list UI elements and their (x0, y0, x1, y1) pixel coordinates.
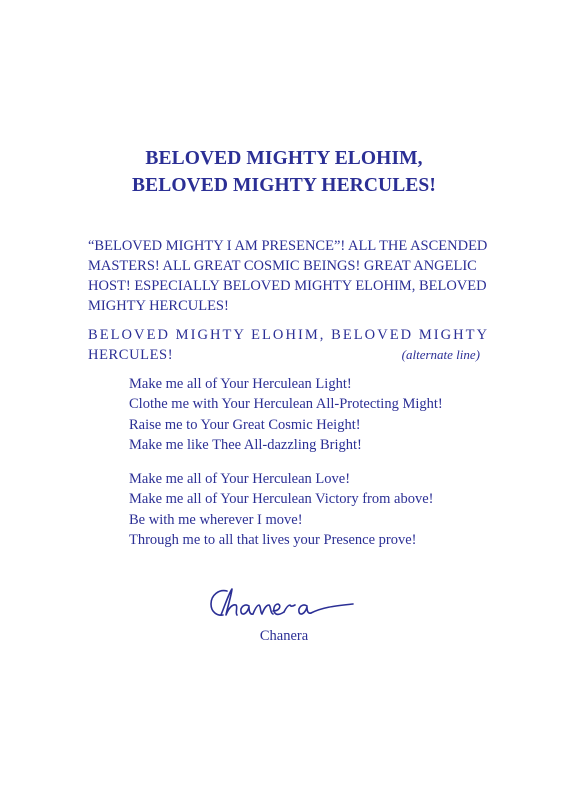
alternate-note: (alternate line) (401, 347, 480, 362)
invocation-line: MASTERS! ALL GREAT COSMIC BEINGS! GREAT ANGELIC (88, 258, 477, 274)
signature-name: Chanera (259, 628, 309, 644)
verse-line: Make me all of Your Herculean Victory from above! (129, 491, 434, 508)
verse-line: Through me to all that lives your Presence prove! (129, 531, 417, 548)
stanza-2 (129, 469, 509, 550)
verse-line: Raise me to Your Great Cosmic Height! (129, 416, 361, 433)
alternate-line-2: HERCULES! (88, 347, 174, 363)
invocation-line: MIGHTY HERCULES! (88, 298, 229, 314)
invocation-line: HOST! ESPECIALLY BELOVED MIGHTY ELOHIM, BELOVED (88, 278, 487, 294)
title-line-1: BELOVED MIGHTY ELOHIM, (145, 148, 423, 169)
alternate-line-2-row (88, 345, 482, 365)
verse-line: Clothe me with Your Herculean All-Protecting Might! (129, 396, 443, 413)
invocation-paragraph (88, 236, 488, 316)
verse-line: Be with me wherever I move! (129, 511, 303, 528)
alternate-line-1: BELOVED MIGHTY ELOHIM, BELOVED MIGHTY (88, 327, 490, 343)
handwritten-signature (205, 585, 365, 621)
verse-line: Make me like Thee All-dazzling Bright! (129, 436, 362, 453)
invocation-line: “BELOVED MIGHTY I AM PRESENCE”! ALL THE ASCENDED (88, 238, 488, 254)
page-title (0, 145, 568, 199)
stanza-1 (129, 374, 509, 455)
verse-line: Make me all of Your Herculean Love! (129, 471, 351, 487)
verse-line: Make me all of Your Herculean Light! (129, 376, 352, 392)
title-line-2: BELOVED MIGHTY HERCULES! (132, 175, 436, 196)
alternate-invocation (88, 326, 490, 365)
